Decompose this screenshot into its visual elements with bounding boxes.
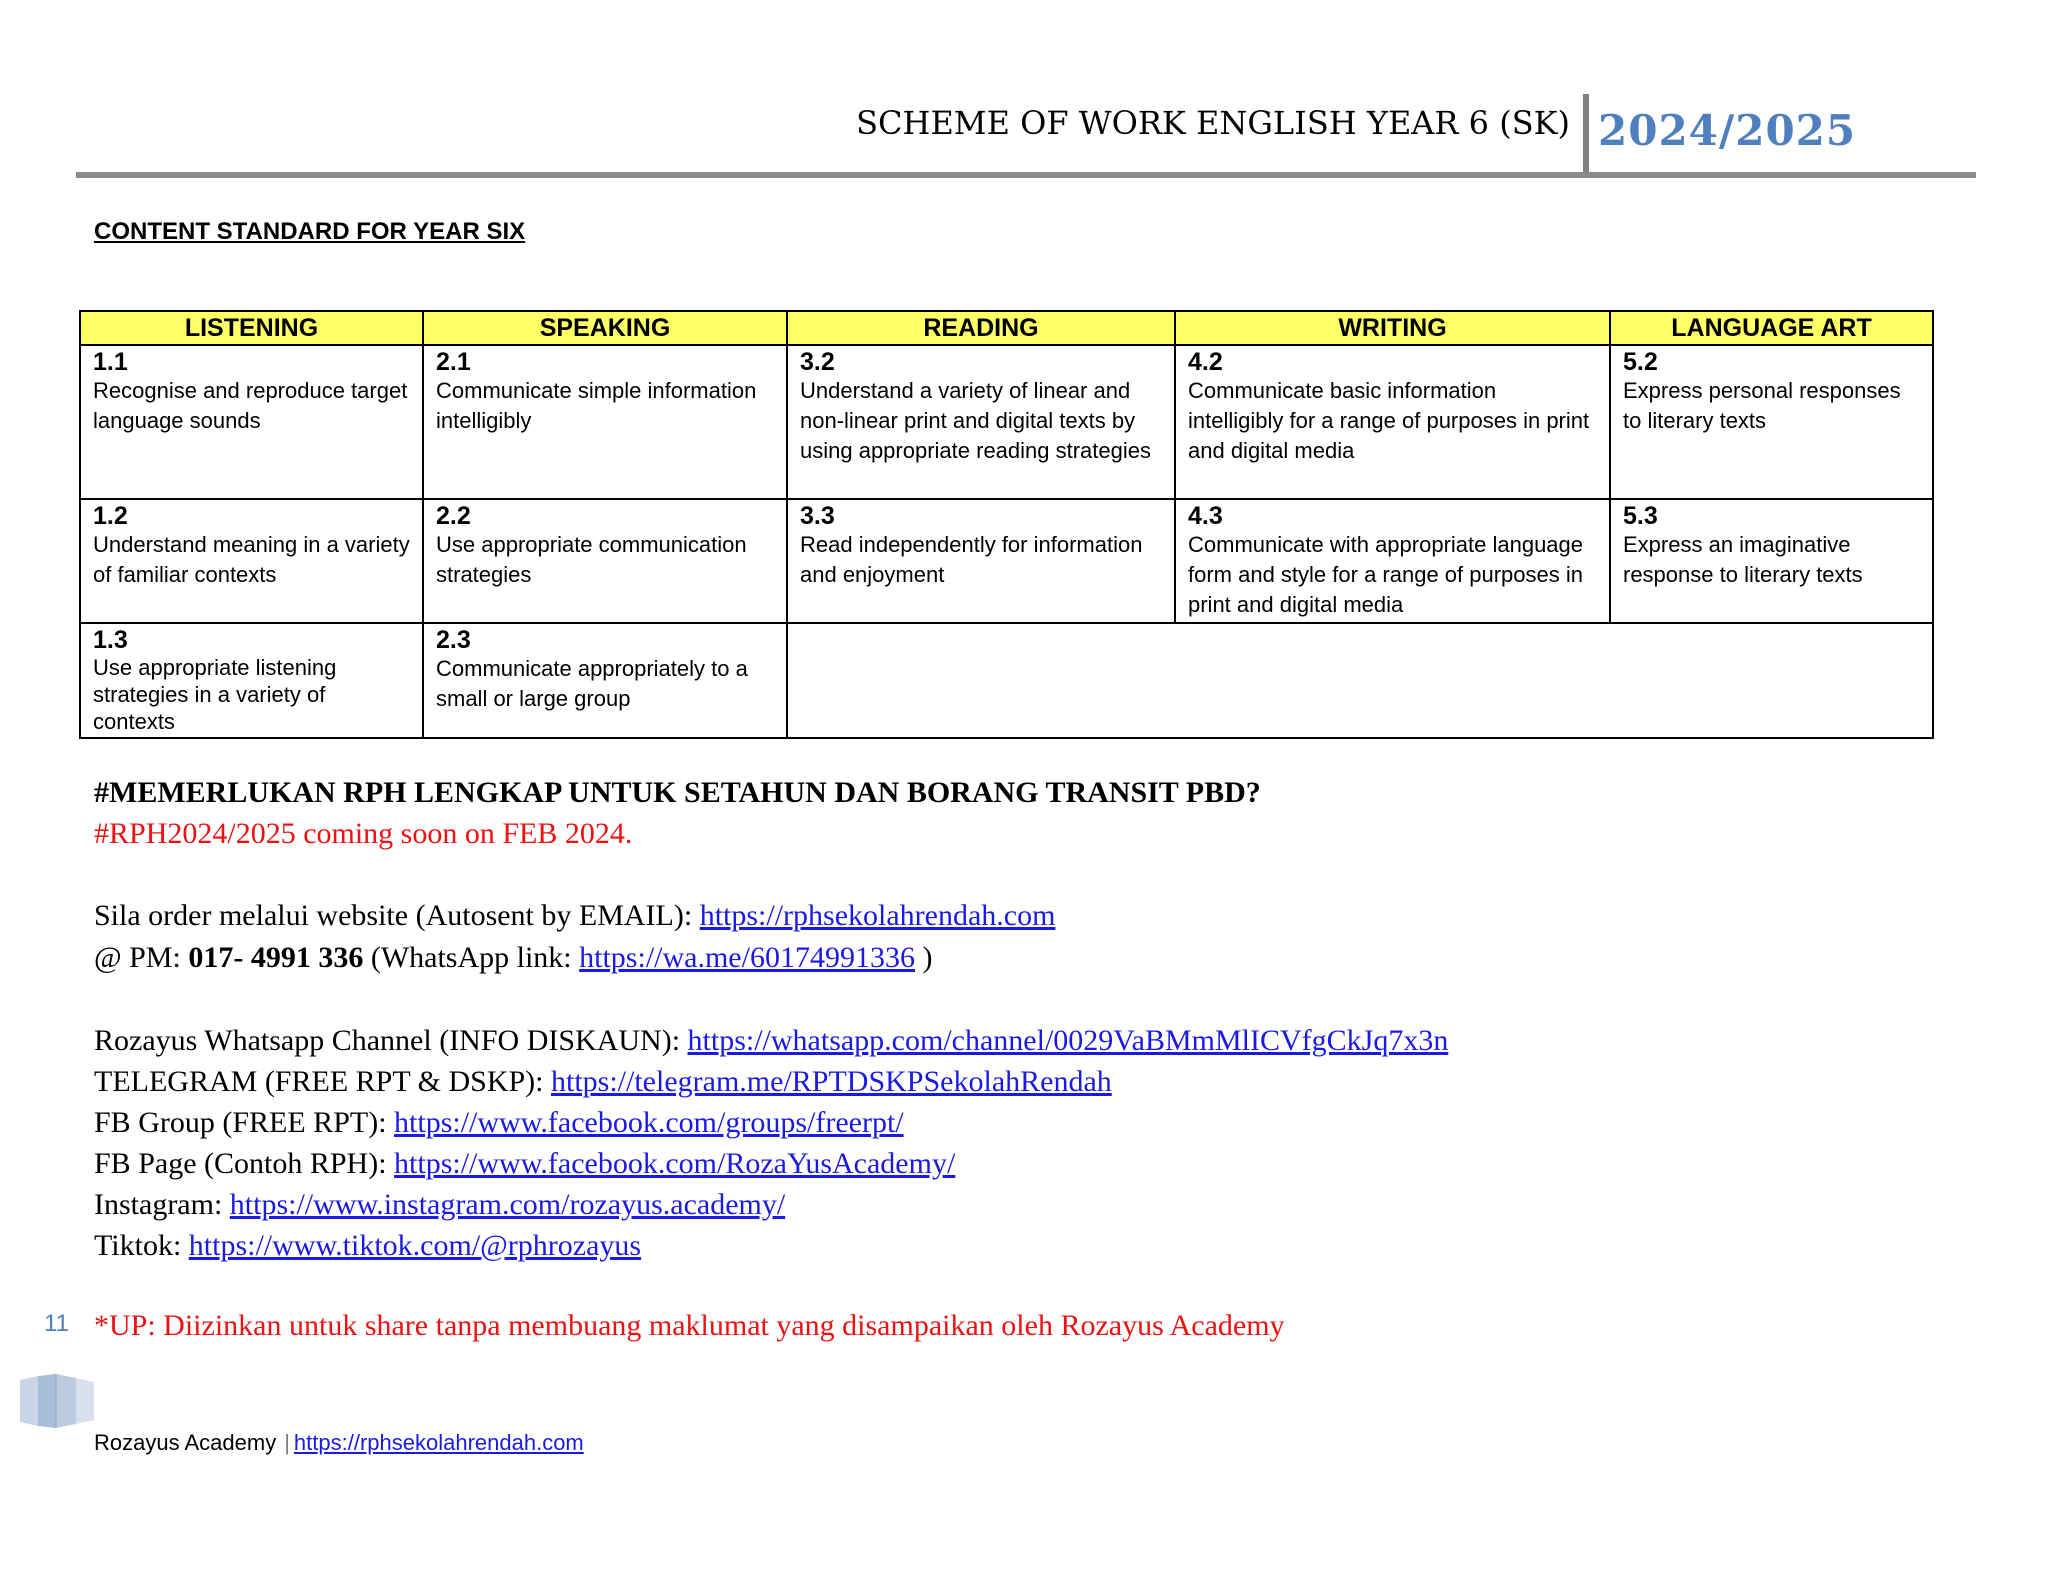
footer bbox=[94, 1430, 584, 1456]
table-header-row bbox=[80, 311, 1933, 345]
empty-cell bbox=[787, 623, 1933, 738]
table-cell bbox=[1610, 345, 1933, 499]
pm-prefix: @ PM: bbox=[94, 941, 189, 974]
standard-text: Recognise and reproduce target language sounds bbox=[93, 378, 408, 433]
fb-group-link[interactable]: https://www.facebook.com/groups/freerpt/ bbox=[394, 1106, 904, 1139]
standard-code: 1.2 bbox=[93, 502, 128, 530]
standard-code: 5.3 bbox=[1623, 502, 1658, 530]
table-row bbox=[80, 499, 1933, 623]
standard-code: 5.2 bbox=[1623, 348, 1658, 376]
pm-whatsapp-label: (WhatsApp link: bbox=[363, 941, 580, 974]
whatsapp-channel-link[interactable]: https://whatsapp.com/channel/0029VaBMmMlICVfgCkJq7x3n bbox=[687, 1024, 1449, 1057]
page-number: 11 bbox=[44, 1310, 69, 1337]
standard-code: 2.2 bbox=[436, 502, 471, 530]
table-row bbox=[80, 345, 1933, 499]
pm-phone: 017- 4991 336 bbox=[188, 941, 364, 974]
standard-text: Use appropriate communication strategies bbox=[436, 532, 747, 587]
standard-code: 1.1 bbox=[93, 348, 128, 376]
header-writing: WRITING bbox=[1175, 311, 1610, 345]
standard-code: 1.3 bbox=[93, 626, 128, 654]
table-cell bbox=[423, 499, 787, 623]
header-language-art: LANGUAGE ART bbox=[1610, 311, 1933, 345]
standard-code: 3.3 bbox=[800, 502, 835, 530]
pm-line bbox=[94, 941, 932, 975]
link-line-telegram bbox=[94, 1065, 1112, 1099]
table-cell bbox=[1610, 499, 1933, 623]
standard-text: Communicate with appropriate language form and style for a range of purposes in print and digital media bbox=[1188, 532, 1584, 617]
standard-text: Communicate appropriately to a small or large group bbox=[436, 656, 748, 711]
link-label: FB Group (FREE RPT): bbox=[94, 1106, 395, 1139]
table-cell bbox=[423, 623, 787, 738]
order-line bbox=[94, 899, 1055, 933]
link-label: TELEGRAM (FREE RPT & DSKP): bbox=[94, 1065, 551, 1098]
instagram-link[interactable]: https://www.instagram.com/rozayus.academy/ bbox=[229, 1188, 786, 1221]
link-label: Tiktok: bbox=[94, 1229, 189, 1262]
table-cell bbox=[423, 345, 787, 499]
coming-soon-text: #RPH2024/2025 coming soon on FEB 2024. bbox=[94, 817, 633, 850]
link-line-instagram bbox=[94, 1188, 785, 1222]
header-separator bbox=[1583, 94, 1589, 176]
promo-heading: #MEMERLUKAN RPH LENGKAP UNTUK SETAHUN DAN BORANG TRANSIT PBD? bbox=[94, 776, 1261, 809]
standard-code: 4.3 bbox=[1188, 502, 1223, 530]
table-cell bbox=[1175, 345, 1610, 499]
table-cell bbox=[787, 499, 1175, 623]
footer-org: Rozayus Academy bbox=[94, 1430, 277, 1455]
standard-code: 4.2 bbox=[1188, 348, 1223, 376]
table-cell bbox=[80, 345, 423, 499]
order-website-link[interactable]: https://rphsekolahrendah.com bbox=[699, 899, 1056, 932]
content-standard-table bbox=[79, 310, 1934, 739]
table-cell bbox=[80, 623, 423, 738]
fb-page-link[interactable]: https://www.facebook.com/RozaYusAcademy/ bbox=[394, 1147, 956, 1180]
link-line-tiktok bbox=[94, 1229, 641, 1263]
document-title: SCHEME OF WORK ENGLISH YEAR 6 (SK) bbox=[856, 104, 1570, 142]
whatsapp-link[interactable]: https://wa.me/60174991336 bbox=[579, 941, 915, 974]
link-label: Rozayus Whatsapp Channel (INFO DISKAUN): bbox=[94, 1024, 688, 1057]
telegram-link[interactable]: https://telegram.me/RPTDSKPSekolahRendah bbox=[551, 1065, 1112, 1098]
standard-code: 3.2 bbox=[800, 348, 835, 376]
standard-text: Understand a variety of linear and non-linear print and digital texts by using appropriate reading strategies bbox=[800, 378, 1152, 463]
header-listening: LISTENING bbox=[80, 311, 423, 345]
content-standard-title: CONTENT STANDARD FOR YEAR SIX bbox=[94, 218, 526, 245]
standard-code: 2.1 bbox=[436, 348, 471, 376]
header-reading: READING bbox=[787, 311, 1175, 345]
header-rule bbox=[76, 172, 1976, 178]
table-row bbox=[80, 623, 1933, 738]
footer-separator: | bbox=[284, 1430, 290, 1455]
link-line-fb-page bbox=[94, 1147, 955, 1181]
pm-suffix: ) bbox=[914, 941, 933, 974]
standard-text: Understand meaning in a variety of familiar contexts bbox=[93, 532, 410, 587]
tiktok-link[interactable]: https://www.tiktok.com/@rphrozayus bbox=[188, 1229, 642, 1262]
table-cell bbox=[787, 345, 1175, 499]
link-label: FB Page (Contoh RPH): bbox=[94, 1147, 395, 1180]
document-year: 2024/2025 bbox=[1598, 106, 1857, 155]
standard-code: 2.3 bbox=[436, 626, 471, 654]
header-speaking: SPEAKING bbox=[423, 311, 787, 345]
table-cell bbox=[1175, 499, 1610, 623]
share-notice: *UP: Diizinkan untuk share tanpa membuang maklumat yang disampaikan oleh Rozayus Academy bbox=[94, 1309, 1285, 1342]
book-icon bbox=[18, 1372, 96, 1430]
table-cell bbox=[80, 499, 423, 623]
standard-text: Use appropriate listening strategies in a variety of contexts bbox=[93, 655, 337, 734]
standard-text: Communicate basic information intelligibly for a range of purposes in print and digital media bbox=[1188, 378, 1590, 463]
standard-text: Express personal responses to literary texts bbox=[1623, 378, 1901, 433]
footer-link[interactable]: https://rphsekolahrendah.com bbox=[293, 1430, 584, 1455]
standard-text: Read independently for information and enjoyment bbox=[800, 532, 1143, 587]
order-label: Sila order melalui website (Autosent by EMAIL): bbox=[94, 899, 700, 932]
standard-text: Express an imaginative response to literary texts bbox=[1623, 532, 1863, 587]
standard-text: Communicate simple information intelligibly bbox=[436, 378, 757, 433]
link-line-whatsapp-channel bbox=[94, 1024, 1448, 1058]
link-line-fb-group bbox=[94, 1106, 904, 1140]
link-label: Instagram: bbox=[94, 1188, 230, 1221]
